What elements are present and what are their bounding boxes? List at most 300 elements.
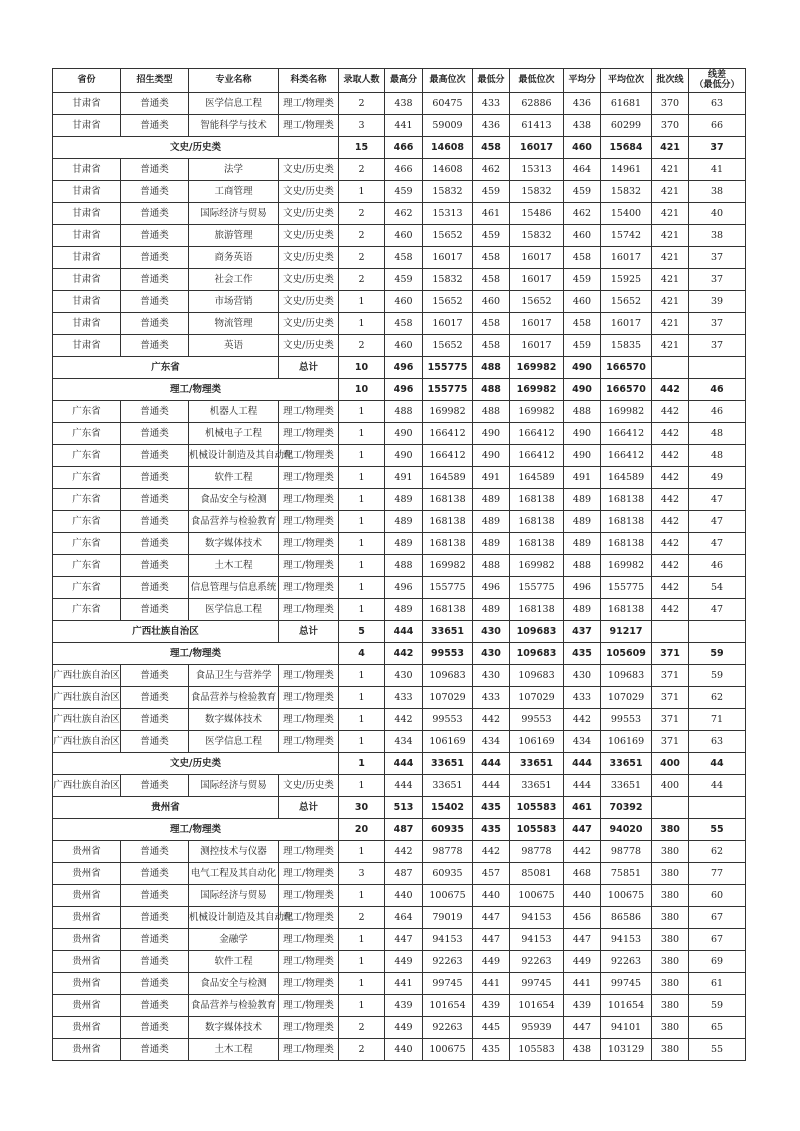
table-cell: 430 — [473, 665, 510, 687]
table-cell: 168138 — [510, 511, 564, 533]
table-cell: 普通类 — [121, 907, 189, 929]
table-cell: 458 — [473, 137, 510, 159]
table-cell: 15832 — [423, 269, 473, 291]
table-cell: 1 — [339, 885, 385, 907]
table-cell: 461 — [473, 203, 510, 225]
table-cell: 435 — [564, 643, 601, 665]
table-cell: 普通类 — [121, 313, 189, 335]
table-cell: 15832 — [601, 181, 652, 203]
table-cell: 15402 — [423, 797, 473, 819]
table-cell: 166412 — [423, 423, 473, 445]
table-row — [53, 181, 746, 203]
table-cell: 380 — [652, 951, 689, 973]
table-cell: 49 — [689, 467, 746, 489]
table-cell: 92263 — [601, 951, 652, 973]
table-cell: 436 — [564, 93, 601, 115]
table-cell: 普通类 — [121, 687, 189, 709]
table-row — [53, 731, 746, 753]
table-cell: 贵州省 — [53, 907, 121, 929]
table-cell: 447 — [564, 929, 601, 951]
table-cell: 436 — [473, 115, 510, 137]
table-cell: 69 — [689, 951, 746, 973]
table-cell: 甘肃省 — [53, 115, 121, 137]
table-cell: 44 — [689, 775, 746, 797]
table-cell: 33651 — [510, 753, 564, 775]
table-cell: 普通类 — [121, 511, 189, 533]
table-cell: 1 — [339, 291, 385, 313]
table-cell: 63 — [689, 731, 746, 753]
table-cell: 甘肃省 — [53, 93, 121, 115]
table-cell: 459 — [564, 335, 601, 357]
table-cell: 理工/物理类 — [279, 93, 339, 115]
table-cell: 金融学 — [189, 929, 279, 951]
table-cell: 100675 — [510, 885, 564, 907]
table-cell: 456 — [564, 907, 601, 929]
table-cell: 食品安全与检测 — [189, 973, 279, 995]
table-cell: 490 — [564, 445, 601, 467]
table-cell: 435 — [473, 797, 510, 819]
table-cell: 85081 — [510, 863, 564, 885]
table-cell: 甘肃省 — [53, 313, 121, 335]
table-cell: 39 — [689, 291, 746, 313]
table-row — [53, 841, 746, 863]
table-cell: 67 — [689, 907, 746, 929]
table-cell: 430 — [473, 643, 510, 665]
table-cell: 总计 — [279, 797, 339, 819]
header-cell: 平均分 — [564, 69, 601, 93]
table-cell: 广东省 — [53, 511, 121, 533]
table-cell: 数字媒体技术 — [189, 533, 279, 555]
table-cell: 普通类 — [121, 995, 189, 1017]
table-cell: 496 — [385, 577, 423, 599]
table-cell: 62886 — [510, 93, 564, 115]
category-label: 文史/历史类 — [53, 753, 339, 775]
table-row — [53, 555, 746, 577]
table-cell: 440 — [385, 885, 423, 907]
table-cell: 166412 — [601, 445, 652, 467]
table-cell: 普通类 — [121, 181, 189, 203]
table-cell: 99553 — [423, 709, 473, 731]
table-cell: 98778 — [423, 841, 473, 863]
category-subtotal-row — [53, 819, 746, 841]
table-cell: 444 — [385, 753, 423, 775]
table-cell: 文史/历史类 — [279, 247, 339, 269]
table-cell: 468 — [564, 863, 601, 885]
table-cell: 458 — [473, 247, 510, 269]
table-cell: 2 — [339, 225, 385, 247]
table-cell: 400 — [652, 753, 689, 775]
table-cell: 广西壮族自治区 — [53, 687, 121, 709]
table-row — [53, 995, 746, 1017]
table-cell: 100675 — [601, 885, 652, 907]
table-cell: 广东省 — [53, 489, 121, 511]
table-cell: 1 — [339, 423, 385, 445]
table-cell: 106169 — [601, 731, 652, 753]
table-cell: 442 — [652, 533, 689, 555]
table-cell: 488 — [473, 555, 510, 577]
table-cell: 460 — [385, 335, 423, 357]
header-cell: 批次线 — [652, 69, 689, 93]
table-cell: 458 — [473, 313, 510, 335]
table-cell: 33651 — [510, 775, 564, 797]
table-cell: 15832 — [510, 225, 564, 247]
table-cell: 广东省 — [53, 555, 121, 577]
table-cell: 1 — [339, 731, 385, 753]
table-cell: 2 — [339, 247, 385, 269]
table-cell: 1 — [339, 489, 385, 511]
table-cell: 442 — [652, 401, 689, 423]
table-row — [53, 115, 746, 137]
table-cell: 77 — [689, 863, 746, 885]
table-cell: 普通类 — [121, 665, 189, 687]
table-cell: 466 — [385, 137, 423, 159]
table-cell: 59 — [689, 665, 746, 687]
table-cell: 155775 — [510, 577, 564, 599]
table-cell: 380 — [652, 973, 689, 995]
table-cell: 33651 — [601, 753, 652, 775]
table-cell: 16017 — [601, 247, 652, 269]
table-cell: 食品营养与检验教育 — [189, 511, 279, 533]
table-cell: 460 — [473, 291, 510, 313]
table-cell: 449 — [473, 951, 510, 973]
table-cell: 109683 — [510, 643, 564, 665]
table-cell: 理工/物理类 — [279, 841, 339, 863]
table-cell: 1 — [339, 841, 385, 863]
table-cell: 48 — [689, 423, 746, 445]
table-cell: 2 — [339, 907, 385, 929]
table-cell: 47 — [689, 511, 746, 533]
table-cell: 105583 — [510, 1039, 564, 1061]
table-cell: 甘肃省 — [53, 181, 121, 203]
table-cell: 16017 — [510, 247, 564, 269]
table-cell: 430 — [385, 665, 423, 687]
table-cell: 442 — [473, 841, 510, 863]
table-cell: 434 — [385, 731, 423, 753]
table-cell: 442 — [385, 643, 423, 665]
table-row — [53, 511, 746, 533]
table-cell: 99745 — [510, 973, 564, 995]
table-cell: 458 — [473, 269, 510, 291]
table-cell: 普通类 — [121, 731, 189, 753]
table-cell: 168138 — [423, 533, 473, 555]
table-cell: 489 — [564, 533, 601, 555]
table-cell: 1 — [339, 313, 385, 335]
table-cell: 169982 — [601, 401, 652, 423]
table-cell: 甘肃省 — [53, 247, 121, 269]
table-cell: 458 — [564, 247, 601, 269]
table-cell: 433 — [473, 93, 510, 115]
table-cell: 15400 — [601, 203, 652, 225]
table-cell: 496 — [385, 357, 423, 379]
table-cell: 488 — [385, 401, 423, 423]
table-cell: 462 — [385, 203, 423, 225]
header-cell: 科类名称 — [279, 69, 339, 93]
table-cell: 数字媒体技术 — [189, 1017, 279, 1039]
table-cell: 91217 — [601, 621, 652, 643]
table-cell: 421 — [652, 203, 689, 225]
table-cell: 食品安全与检测 — [189, 489, 279, 511]
table-cell: 广东省 — [53, 445, 121, 467]
table-body — [53, 93, 746, 1061]
table-cell: 广东省 — [53, 423, 121, 445]
table-cell: 155775 — [423, 577, 473, 599]
table-cell: 60935 — [423, 863, 473, 885]
table-row — [53, 291, 746, 313]
table-cell: 食品营养与检验教育 — [189, 995, 279, 1017]
table-cell: 15313 — [510, 159, 564, 181]
table-cell: 155775 — [423, 357, 473, 379]
table-cell: 41 — [689, 159, 746, 181]
table-cell: 理工/物理类 — [279, 885, 339, 907]
table-cell: 食品卫生与营养学 — [189, 665, 279, 687]
table-cell: 67 — [689, 929, 746, 951]
table-cell: 医学信息工程 — [189, 93, 279, 115]
table-cell: 371 — [652, 731, 689, 753]
table-cell: 70392 — [601, 797, 652, 819]
table-cell: 软件工程 — [189, 467, 279, 489]
table-cell: 447 — [473, 907, 510, 929]
table-cell: 普通类 — [121, 269, 189, 291]
table-cell: 439 — [385, 995, 423, 1017]
table-cell: 广西壮族自治区 — [53, 709, 121, 731]
table-cell: 15832 — [510, 181, 564, 203]
table-cell: 理工/物理类 — [279, 555, 339, 577]
table-row — [53, 973, 746, 995]
table-cell — [689, 797, 746, 819]
table-cell: 广东省 — [53, 533, 121, 555]
table-cell: 459 — [473, 181, 510, 203]
table-cell: 37 — [689, 335, 746, 357]
header-cell: 省份 — [53, 69, 121, 93]
table-cell: 广东省 — [53, 599, 121, 621]
table-cell: 457 — [473, 863, 510, 885]
table-cell: 1 — [339, 555, 385, 577]
table-cell: 广东省 — [53, 401, 121, 423]
table-cell: 理工/物理类 — [279, 907, 339, 929]
table-cell: 380 — [652, 819, 689, 841]
table-cell: 普通类 — [121, 863, 189, 885]
table-cell: 1 — [339, 445, 385, 467]
table-cell: 421 — [652, 137, 689, 159]
table-cell: 37 — [689, 137, 746, 159]
table-cell: 2 — [339, 93, 385, 115]
table-cell: 99553 — [601, 709, 652, 731]
table-row — [53, 1017, 746, 1039]
table-row — [53, 863, 746, 885]
table-cell: 166570 — [601, 379, 652, 401]
table-cell: 444 — [564, 775, 601, 797]
table-cell: 59 — [689, 643, 746, 665]
table-cell: 2 — [339, 1039, 385, 1061]
table-cell: 贵州省 — [53, 1039, 121, 1061]
table-cell: 459 — [385, 181, 423, 203]
table-cell: 489 — [564, 489, 601, 511]
table-cell: 普通类 — [121, 555, 189, 577]
table-cell: 测控技术与仪器 — [189, 841, 279, 863]
table-cell: 488 — [473, 379, 510, 401]
table-cell: 33651 — [423, 621, 473, 643]
table-cell: 普通类 — [121, 973, 189, 995]
table-cell: 15652 — [510, 291, 564, 313]
table-cell: 168138 — [510, 533, 564, 555]
table-row — [53, 599, 746, 621]
table-cell: 软件工程 — [189, 951, 279, 973]
table-cell: 普通类 — [121, 423, 189, 445]
header-cell: 最低分 — [473, 69, 510, 93]
table-row — [53, 665, 746, 687]
table-cell: 371 — [652, 687, 689, 709]
table-cell: 37 — [689, 247, 746, 269]
table-cell: 421 — [652, 291, 689, 313]
table-cell: 1 — [339, 599, 385, 621]
table-cell: 459 — [385, 269, 423, 291]
table-cell: 普通类 — [121, 291, 189, 313]
table-cell: 103129 — [601, 1039, 652, 1061]
table-cell: 理工/物理类 — [279, 1017, 339, 1039]
table-cell: 438 — [385, 93, 423, 115]
table-cell: 理工/物理类 — [279, 115, 339, 137]
table-cell: 168138 — [510, 489, 564, 511]
table-cell: 94153 — [601, 929, 652, 951]
table-cell: 60475 — [423, 93, 473, 115]
table-cell: 16017 — [601, 313, 652, 335]
table-cell: 488 — [564, 555, 601, 577]
table-cell: 63 — [689, 93, 746, 115]
table-cell: 105609 — [601, 643, 652, 665]
table-cell: 普通类 — [121, 1017, 189, 1039]
table-cell: 447 — [473, 929, 510, 951]
table-cell: 市场营销 — [189, 291, 279, 313]
table-cell: 贵州省 — [53, 1017, 121, 1039]
table-cell: 1 — [339, 973, 385, 995]
table-cell: 理工/物理类 — [279, 401, 339, 423]
table-cell: 462 — [564, 203, 601, 225]
table-cell: 490 — [385, 445, 423, 467]
table-cell: 421 — [652, 181, 689, 203]
table-cell: 168138 — [601, 489, 652, 511]
table-cell: 488 — [564, 401, 601, 423]
table-cell: 16017 — [423, 313, 473, 335]
table-cell: 总计 — [279, 357, 339, 379]
table-cell: 460 — [385, 291, 423, 313]
table-row — [53, 445, 746, 467]
table-cell: 61 — [689, 973, 746, 995]
category-subtotal-row — [53, 379, 746, 401]
table-cell: 430 — [473, 621, 510, 643]
table-cell: 442 — [652, 445, 689, 467]
table-cell: 489 — [385, 599, 423, 621]
table-cell: 15 — [339, 137, 385, 159]
table-cell: 15652 — [423, 291, 473, 313]
table-cell: 国际经济与贸易 — [189, 775, 279, 797]
table-cell: 47 — [689, 489, 746, 511]
table-cell: 1 — [339, 533, 385, 555]
table-cell: 2 — [339, 1017, 385, 1039]
table-cell: 166412 — [423, 445, 473, 467]
table-cell: 普通类 — [121, 775, 189, 797]
table-cell: 458 — [385, 313, 423, 335]
table-cell: 理工/物理类 — [279, 1039, 339, 1061]
table-row — [53, 313, 746, 335]
admission-score-table — [52, 68, 746, 1061]
table-cell: 普通类 — [121, 93, 189, 115]
table-cell: 37 — [689, 269, 746, 291]
table-cell: 电气工程及其自动化 — [189, 863, 279, 885]
table-cell: 普通类 — [121, 599, 189, 621]
table-cell: 442 — [652, 467, 689, 489]
category-subtotal-row — [53, 643, 746, 665]
table-cell: 169982 — [510, 555, 564, 577]
table-cell: 普通类 — [121, 533, 189, 555]
table-cell: 462 — [473, 159, 510, 181]
table-cell: 75851 — [601, 863, 652, 885]
table-cell: 166412 — [510, 423, 564, 445]
table-cell: 工商管理 — [189, 181, 279, 203]
table-cell: 444 — [385, 775, 423, 797]
table-cell: 98778 — [601, 841, 652, 863]
table-cell: 421 — [652, 159, 689, 181]
table-cell: 广东省 — [53, 467, 121, 489]
table-row — [53, 247, 746, 269]
table-cell: 109683 — [510, 665, 564, 687]
category-subtotal-row — [53, 137, 746, 159]
table-cell: 79019 — [423, 907, 473, 929]
table-cell: 460 — [564, 137, 601, 159]
table-cell: 15684 — [601, 137, 652, 159]
table-cell: 460 — [564, 225, 601, 247]
table-row — [53, 709, 746, 731]
table-cell: 机械设计制造及其自动化 — [189, 445, 279, 467]
table-cell: 61681 — [601, 93, 652, 115]
table-cell: 46 — [689, 379, 746, 401]
table-cell: 489 — [473, 511, 510, 533]
table-row — [53, 335, 746, 357]
table-cell: 491 — [473, 467, 510, 489]
province-label: 广西壮族自治区 — [53, 621, 279, 643]
table-cell: 168138 — [510, 599, 564, 621]
table-cell: 15313 — [423, 203, 473, 225]
table-cell: 甘肃省 — [53, 203, 121, 225]
table-cell: 106169 — [510, 731, 564, 753]
table-cell: 459 — [473, 225, 510, 247]
table-cell: 47 — [689, 533, 746, 555]
table-cell: 广西壮族自治区 — [53, 731, 121, 753]
table-cell: 理工/物理类 — [279, 467, 339, 489]
table-cell: 55 — [689, 819, 746, 841]
table-cell: 101654 — [601, 995, 652, 1017]
table-cell: 94153 — [510, 929, 564, 951]
table-cell: 444 — [473, 753, 510, 775]
table-cell: 2 — [339, 203, 385, 225]
table-cell: 169982 — [423, 555, 473, 577]
table-row — [53, 203, 746, 225]
table-cell: 92263 — [423, 1017, 473, 1039]
table-row — [53, 467, 746, 489]
table-cell: 59009 — [423, 115, 473, 137]
table-row — [53, 687, 746, 709]
table-row — [53, 159, 746, 181]
table-cell: 3 — [339, 863, 385, 885]
table-cell: 94020 — [601, 819, 652, 841]
table-cell: 普通类 — [121, 577, 189, 599]
table-cell: 文史/历史类 — [279, 313, 339, 335]
table-cell: 489 — [564, 511, 601, 533]
table-cell: 433 — [385, 687, 423, 709]
table-cell: 普通类 — [121, 929, 189, 951]
header-cell: 最高分 — [385, 69, 423, 93]
table-cell: 459 — [564, 269, 601, 291]
table-cell: 439 — [473, 995, 510, 1017]
